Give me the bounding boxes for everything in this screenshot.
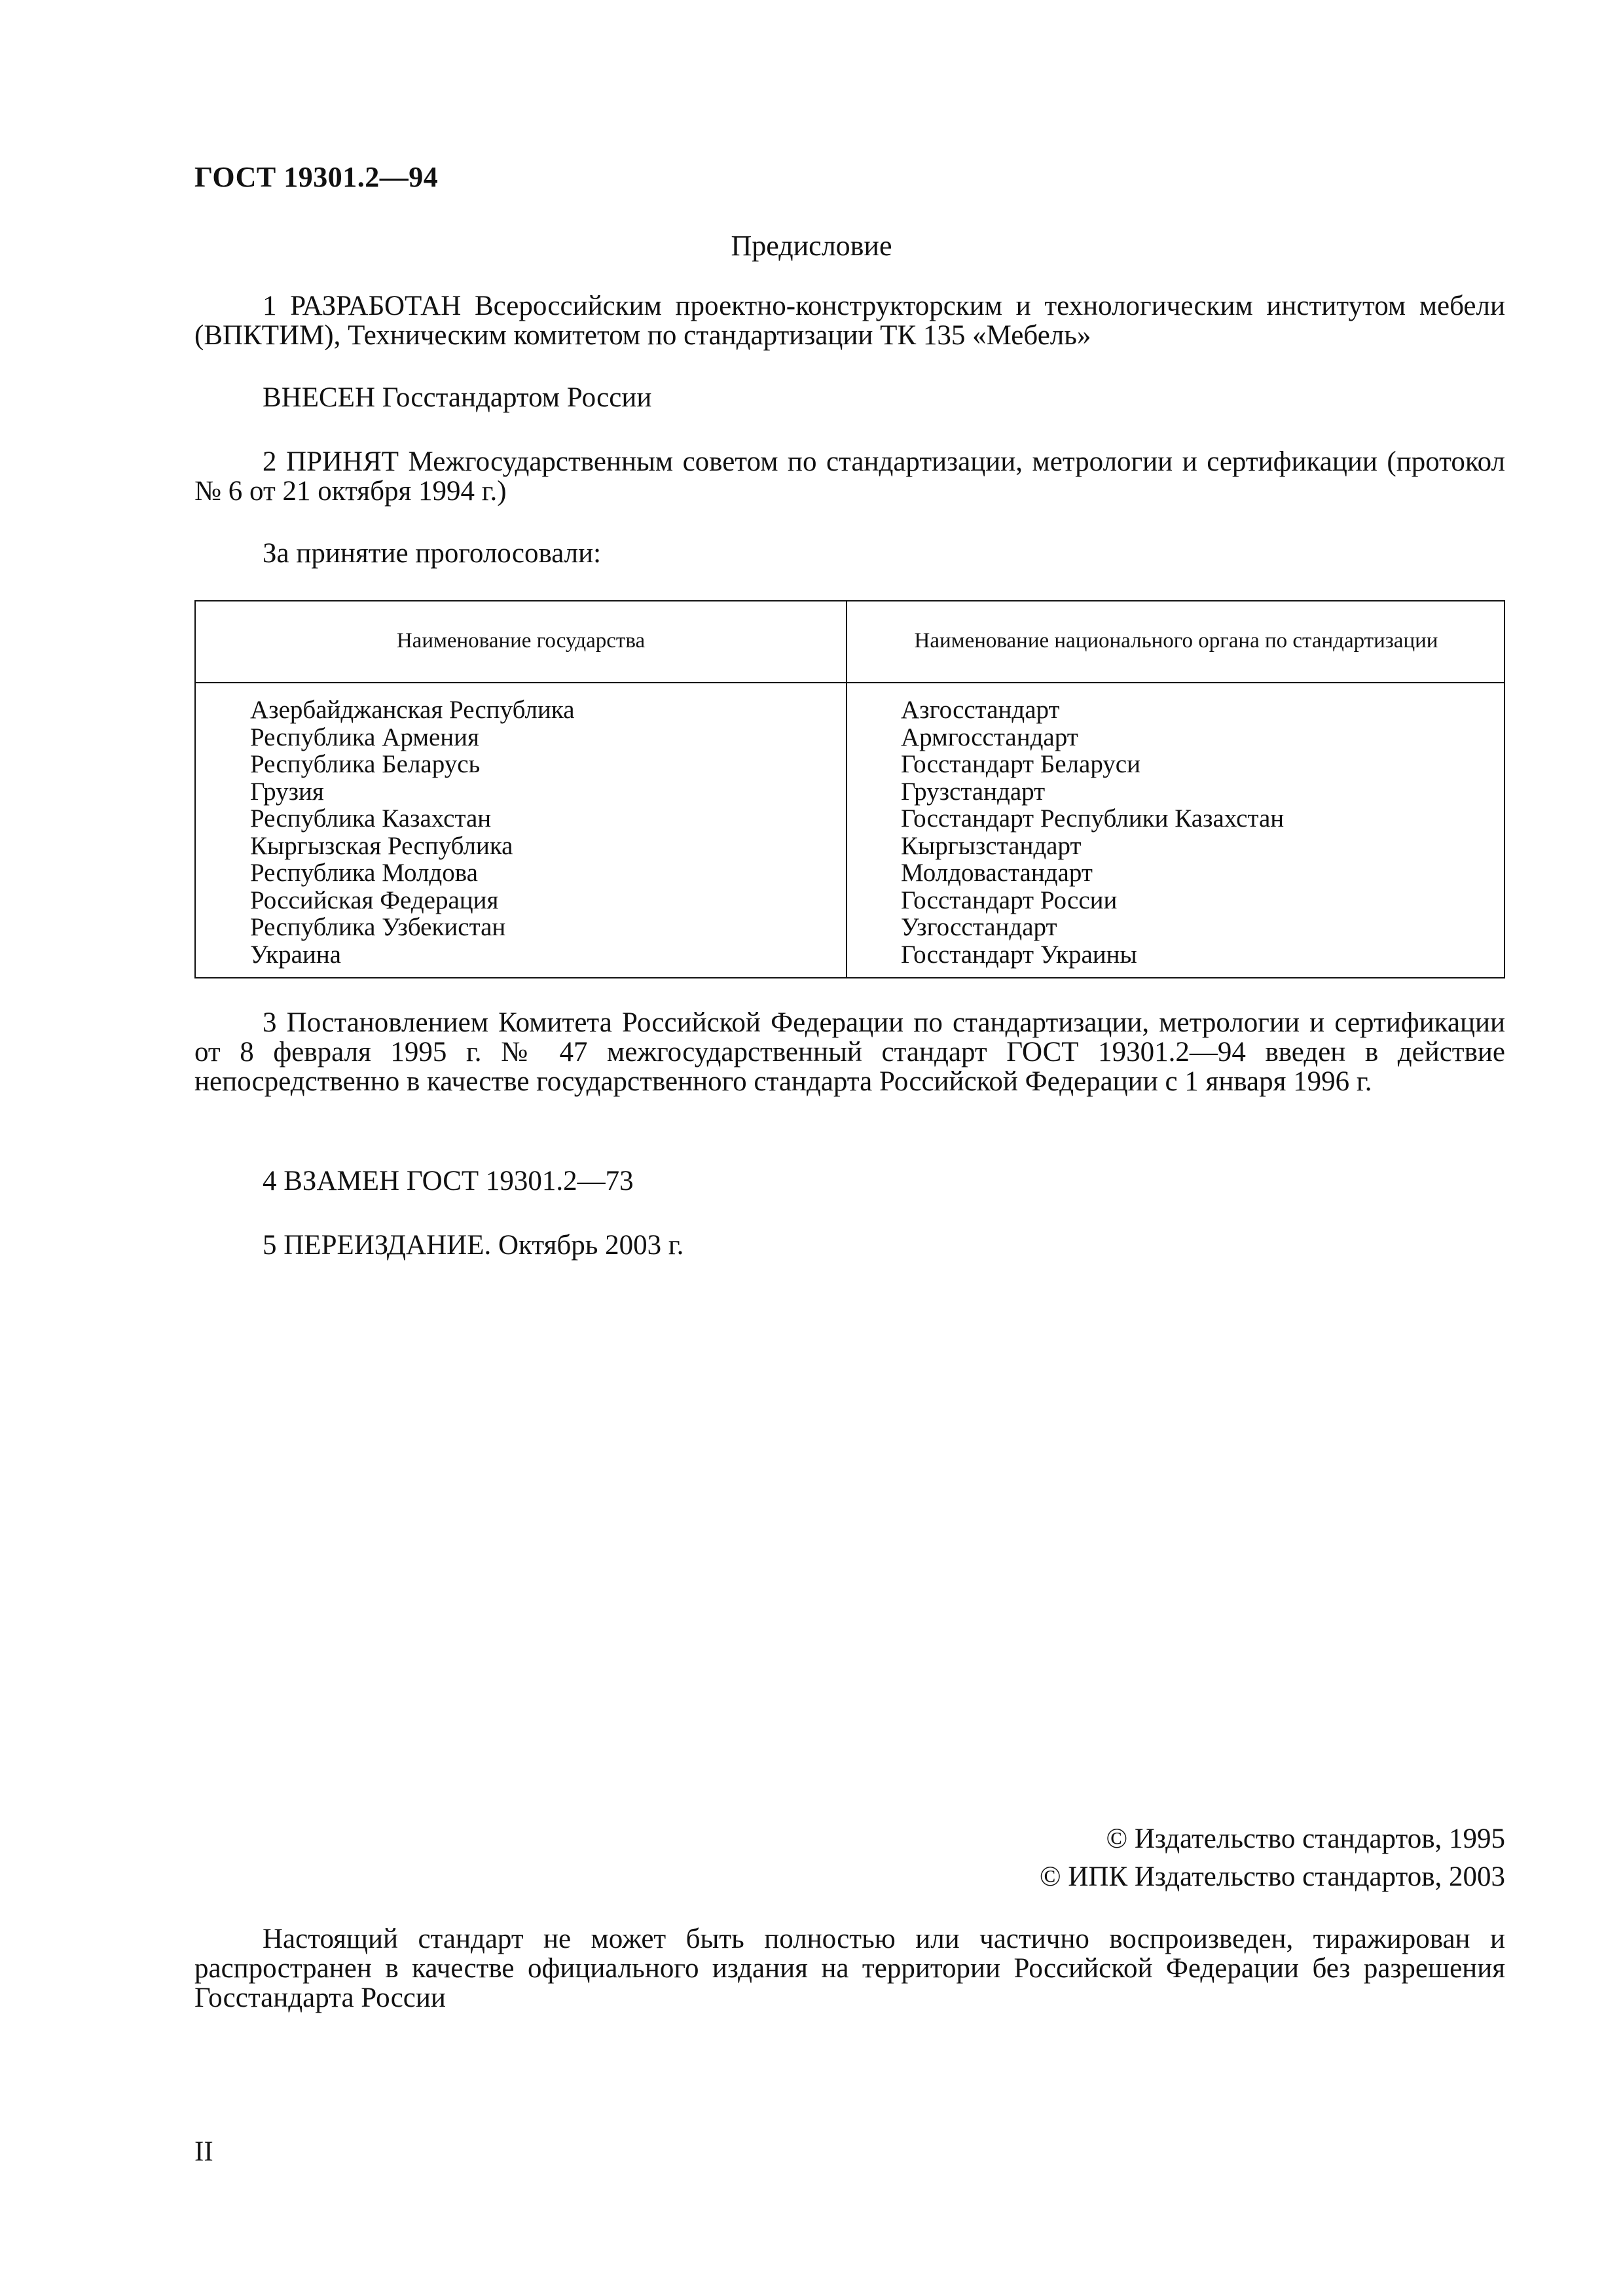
paragraph-adopted xyxy=(194,447,1505,506)
paragraph-enacted xyxy=(194,1008,1505,1096)
state-name: Республика Беларусь xyxy=(250,750,481,778)
state-name: Российская Федерация xyxy=(250,886,499,914)
state-name: Украина xyxy=(250,940,341,969)
voting-table xyxy=(194,600,1505,978)
state-name: Республика Казахстан xyxy=(250,804,492,833)
standards-body-name: Кыргызстандарт xyxy=(901,831,1082,860)
table-column-divider xyxy=(846,601,847,977)
table-header-state: Наименование государства xyxy=(396,629,646,653)
paragraph-developed xyxy=(194,291,1505,350)
standards-body-name: Азгосстандарт xyxy=(901,696,1060,724)
reproduction-notice xyxy=(194,1924,1505,2013)
standards-body-name: Госстандарт Беларуси xyxy=(901,750,1140,778)
state-name: Республика Армения xyxy=(250,723,479,751)
reproduction-notice-text: Настоящий стандарт не может быть полностью или частично воспроизведен, тиражирован и распространен в качестве официального издания на территории Российской Федерации без разрешения Госстандарта России xyxy=(194,1924,1505,2013)
state-list xyxy=(250,696,575,968)
body-list xyxy=(901,696,1284,968)
table-header-body: Наименование национального органа по стандартизации xyxy=(914,629,1438,653)
standards-body-name: Молдовастандарт xyxy=(901,859,1093,887)
paragraph-enacted-text: 3 Постановлением Комитета Российской Федерации по стандартизации, метрологии и сертификации от 8 февраля 1995 г. № 47 межгосударственный стандарт ГОСТ 19301.2—94 введен в действие непосредственно в качестве государственного стандарта Российской Федерации с 1 января 1996 г. xyxy=(194,1007,1505,1097)
standards-body-name: Госстандарт Республики Казахстан xyxy=(901,804,1285,833)
state-name: Республика Узбекистан xyxy=(250,913,506,941)
state-name: Кыргызская Республика xyxy=(250,831,513,860)
standards-body-name: Госстандарт России xyxy=(901,886,1118,914)
state-name: Азербайджанская Республика xyxy=(250,696,575,724)
paragraph-replaces: 4 ВЗАМЕН ГОСТ 19301.2—73 xyxy=(263,1166,634,1196)
paragraph-reissue: 5 ПЕРЕИЗДАНИЕ. Октябрь 2003 г. xyxy=(263,1230,684,1261)
standards-body-name: Армгосстандарт xyxy=(901,723,1078,751)
state-name: Грузия xyxy=(250,777,324,806)
paragraph-developed-text: 1 РАЗРАБОТАН Всероссийским проектно-конструкторским и технологическим институтом мебели (ВПКТИМ), Техническим комитетом по стандартизации ТК 135 «Мебель» xyxy=(194,291,1505,351)
copyright-1995: © Издательство стандартов, 1995 xyxy=(1106,1823,1505,1854)
document-id: ГОСТ 19301.2—94 xyxy=(194,161,439,193)
page-title: Предисловие xyxy=(731,230,892,262)
copyright-2003: © ИПК Издательство стандартов, 2003 xyxy=(1039,1861,1505,1892)
state-name: Республика Молдова xyxy=(250,859,478,887)
paragraph-voted: За принятие проголосовали: xyxy=(263,538,602,569)
page-number: II xyxy=(194,2136,213,2167)
standards-body-name: Узгосстандарт xyxy=(901,913,1057,941)
paragraph-introduced: ВНЕСЕН Госстандартом России xyxy=(263,382,652,413)
standards-body-name: Грузстандарт xyxy=(901,777,1046,806)
paragraph-adopted-text: 2 ПРИНЯТ Межгосударственным советом по стандартизации, метрологии и сертификации (протокол № 6 от 21 октября 1994 г.) xyxy=(194,446,1505,507)
standards-body-name: Госстандарт Украины xyxy=(901,940,1137,969)
